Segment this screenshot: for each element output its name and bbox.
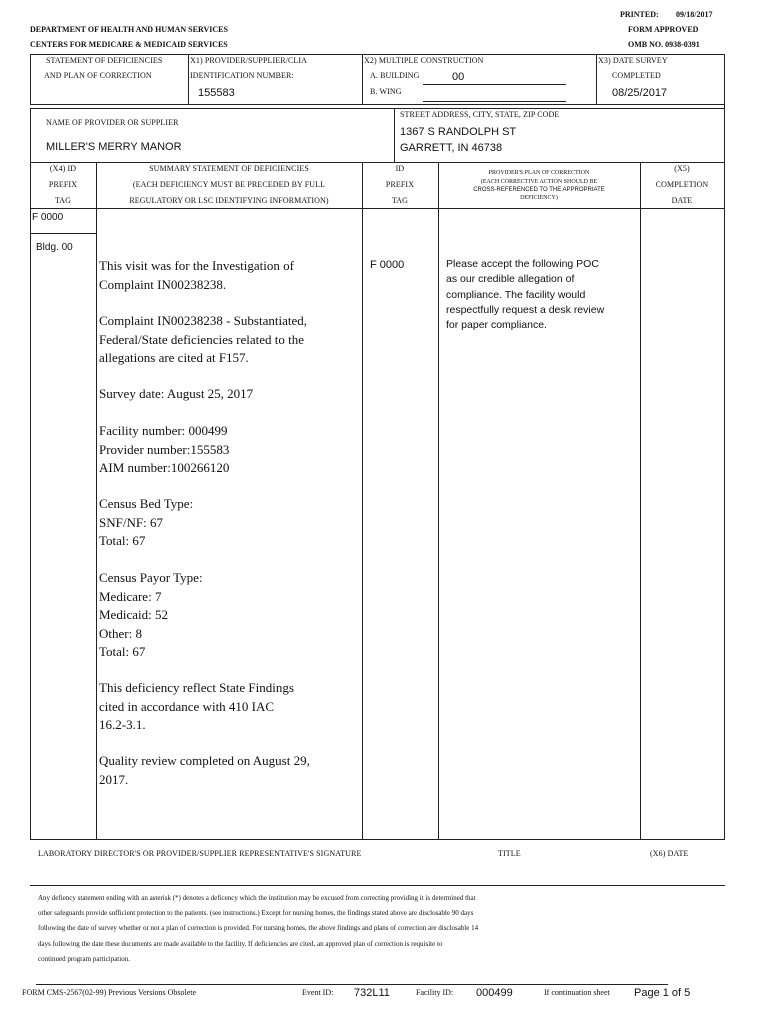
deficiency-tag: F 0000: [32, 212, 64, 223]
x5-label-3: DATE: [671, 196, 693, 205]
x2-label: X2) MULTIPLE CONSTRUCTION: [364, 56, 484, 65]
event-id-label: Event ID:: [302, 988, 334, 997]
address-line-2: GARRETT, IN 46738: [400, 142, 503, 154]
x1-label-1: X1) PROVIDER/SUPPLIER/CLIA: [190, 56, 308, 65]
building-tag: Bldg. 00: [36, 242, 73, 253]
summary-para-4: Facility number: 000499 Provider number:155583 AIM number:100266120: [99, 423, 230, 475]
continuation-label: If continuation sheet: [544, 988, 610, 997]
address-line-1: 1367 S RANDOLPH ST: [400, 126, 517, 138]
disclaimer-text: Any defiency statement ending with an asterisk (*) denotes a deficency which the institution may be excused from correcting providing it is determined that other safeguards provide sufficient protection to the patients. (see instructions.) Except for nursing homes, the findings stated above are disclosable 90 days following the date of survey whether or not a plan of correction is provided. For nursing homes, the above findings and plans of correction are disclosable 14 days following the date these documents are made available to the facility. If deficiencies are cited, an approved plan of correction is requisite to continued program participation.: [38, 894, 479, 963]
event-id-value: 732L11: [354, 987, 390, 999]
centers-title: CENTERS FOR MEDICARE & MEDICAID SERVICES: [30, 40, 228, 49]
form-approved: FORM APPROVED: [628, 25, 699, 34]
x6-date-label: (X6) DATE: [650, 849, 689, 858]
x3-label-1: X3) DATE SURVEY: [598, 56, 668, 65]
form-number: FORM CMS-2567(02-99) Previous Versions Obsolete: [22, 988, 197, 997]
x4-label-3: TAG: [54, 196, 72, 205]
printed-label: PRINTED:: [620, 10, 659, 19]
department-title: DEPARTMENT OF HEALTH AND HUMAN SERVICES: [30, 25, 228, 34]
plan-header-3: CROSS-REFERENCED TO THE APPROPRIATE: [473, 187, 605, 193]
plan-of-correction-text: Please accept the following POC as our credible allegation of compliance. The facility would respectfully request a desk review for paper compliance.: [446, 258, 605, 332]
summary-para-5: Census Bed Type: SNF/NF: 67 Total: 67: [99, 496, 194, 548]
survey-date-value: 08/25/2017: [612, 87, 668, 99]
plan-header-4: DEFICIENCY): [520, 195, 558, 201]
summary-header-2: (EACH DEFICIENCY MUST BE PRECEDED BY FULL: [132, 180, 326, 189]
statement-label-1: STATEMENT OF DEFICIENCIES: [46, 56, 163, 65]
provider-id-value: 155583: [198, 87, 235, 99]
summary-para-8: Quality review completed on August 29, 2017.: [99, 753, 310, 787]
page-number: Page 1 of 5: [634, 987, 691, 999]
building-label: A. BUILDING: [370, 71, 420, 80]
id-label-3: TAG: [391, 196, 409, 205]
printed-date: 09/18/2017: [676, 10, 713, 19]
address-label: STREET ADDRESS, CITY, STATE, ZIP CODE: [400, 110, 560, 119]
title-label: TITLE: [498, 849, 521, 858]
plan-header-2: (EACH CORRECTIVE ACTION SHOULD BE: [480, 179, 598, 185]
provider-name-label: NAME OF PROVIDER OR SUPPLIER: [46, 118, 179, 127]
building-value: 00: [452, 71, 465, 83]
x5-label-2: COMPLETION: [655, 180, 709, 189]
provider-name-value: MILLER'S MERRY MANOR: [46, 141, 182, 153]
id-label-2: PREFIX: [385, 180, 415, 189]
summary-header-1: SUMMARY STATEMENT OF DEFICIENCIES: [149, 164, 309, 173]
x4-label-1: (X4) ID: [49, 164, 77, 173]
summary-para-6: Census Payor Type: Medicare: 7 Medicaid: 52 Other: 8 Total: 67: [99, 570, 203, 659]
summary-para-2: Complaint IN00238238 - Substantiated, Federal/State deficiencies related to the allegations are cited at F157.: [99, 313, 307, 365]
summary-header-3: REGULATORY OR LSC IDENTIFYING INFORMATION): [129, 196, 329, 205]
x5-label-1: (X5): [674, 164, 690, 173]
x4-label-2: PREFIX: [48, 180, 78, 189]
summary-para-3: Survey date: August 25, 2017: [99, 386, 254, 401]
plan-id-tag: F 0000: [370, 259, 405, 271]
omb-number: OMB NO. 0938-0391: [628, 40, 700, 49]
facility-id-value: 000499: [476, 987, 513, 999]
summary-para-7: This deficiency reflect State Findings cited in accordance with 410 IAC 16.2-3.1.: [99, 680, 294, 732]
facility-id-label: Facility ID:: [416, 988, 454, 997]
plan-header-1: PROVIDER'S PLAN OF CORRECTION: [488, 170, 590, 176]
x3-label-2: COMPLETED: [612, 71, 661, 80]
signature-label: LABORATORY DIRECTOR'S OR PROVIDER/SUPPLIER REPRESENTATIVE'S SIGNATURE: [38, 849, 362, 858]
statement-label-2: AND PLAN OF CORRECTION: [44, 71, 152, 80]
x1-label-2: IDENTIFICATION NUMBER:: [190, 71, 294, 80]
wing-label: B. WING: [370, 87, 402, 96]
summary-para-1: This visit was for the Investigation of Complaint IN00238238.: [99, 258, 294, 292]
id-label-1: ID: [395, 164, 405, 173]
